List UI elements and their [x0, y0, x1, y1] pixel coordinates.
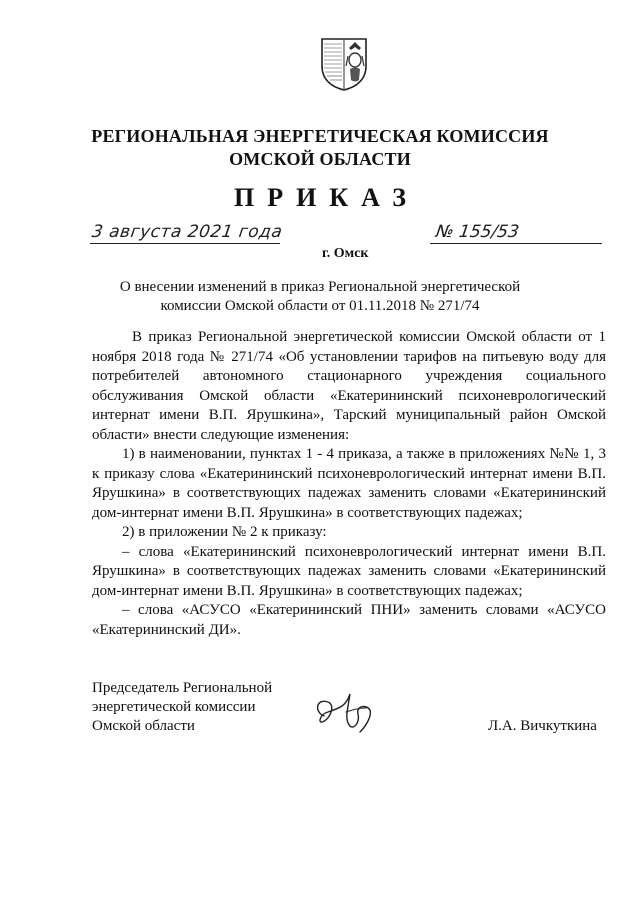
signatory-title [92, 679, 312, 736]
document-type-title: ПРИКАЗ [233, 183, 420, 212]
body-item-2: 2) в приложении № 2 к приказу: [122, 524, 327, 540]
order-body [92, 328, 606, 640]
organization-name-line2: ОМСКОЙ ОБЛАСТИ [229, 149, 411, 169]
organization-name-line1: РЕГИОНАЛЬНАЯ ЭНЕРГЕТИЧЕСКАЯ КОМИССИЯ [91, 126, 549, 146]
body-item-2-dash-1: – слова «Екатерининский психоневрологический интернат имени В.П. Ярушкина» в соответствующих падежах заменить словами «Екатерининский дом-интернат имени В.П. Ярушкина» в соответствующих падежах; [92, 543, 606, 599]
order-subject [0, 278, 640, 316]
city-label: г. Омск [322, 246, 369, 261]
signatory-name: Л.А. Вичкуткина [488, 718, 597, 734]
handwritten-date: 3 августа 2021 года [90, 222, 284, 242]
body-paragraph-intro: В приказ Региональной энергетической комиссии Омской области от 1 ноября 2018 года № 271/74 «Об установлении тарифов на питьевую воду для потребителей автономного стационарного учреждения социального обслуживания Омской области «Екатерининский психоневрологический интернат имени В.П. Ярушкина», Тарский муниципальный район Омской области» внести следующие изменения: [92, 329, 606, 443]
body-item-2-dash-2: – слова «АСУСО «Екатерининский ПНИ» заменить словами «АСУСО «Екатерининский ДИ». [92, 602, 606, 638]
subject-line2: комиссии Омской области от 01.11.2018 № 271/74 [160, 298, 480, 314]
subject-line1: О внесении изменений в приказ Региональной энергетической [119, 279, 521, 295]
handwritten-signature-icon [310, 686, 380, 738]
date-underline [90, 243, 280, 244]
signatory-title-line3: Омской области [92, 718, 195, 734]
body-item-1: 1) в наименовании, пунктах 1 - 4 приказа, а также в приложениях №№ 1, 3 к приказу слова «Екатерининский психоневрологический интернат имени В.П. Ярушкина» в соответствующих падежах заменить словами «Екатерининский дом-интернат имени В.П. Ярушкина» в соответствующих падежах; [92, 446, 606, 521]
handwritten-order-number: № 155/53 [434, 222, 521, 242]
number-underline [430, 243, 602, 244]
signatory-title-line2: энергетической комиссии [92, 699, 256, 715]
omsk-coat-of-arms-icon [319, 36, 369, 92]
signatory-title-line1: Председатель Региональной [92, 680, 273, 696]
